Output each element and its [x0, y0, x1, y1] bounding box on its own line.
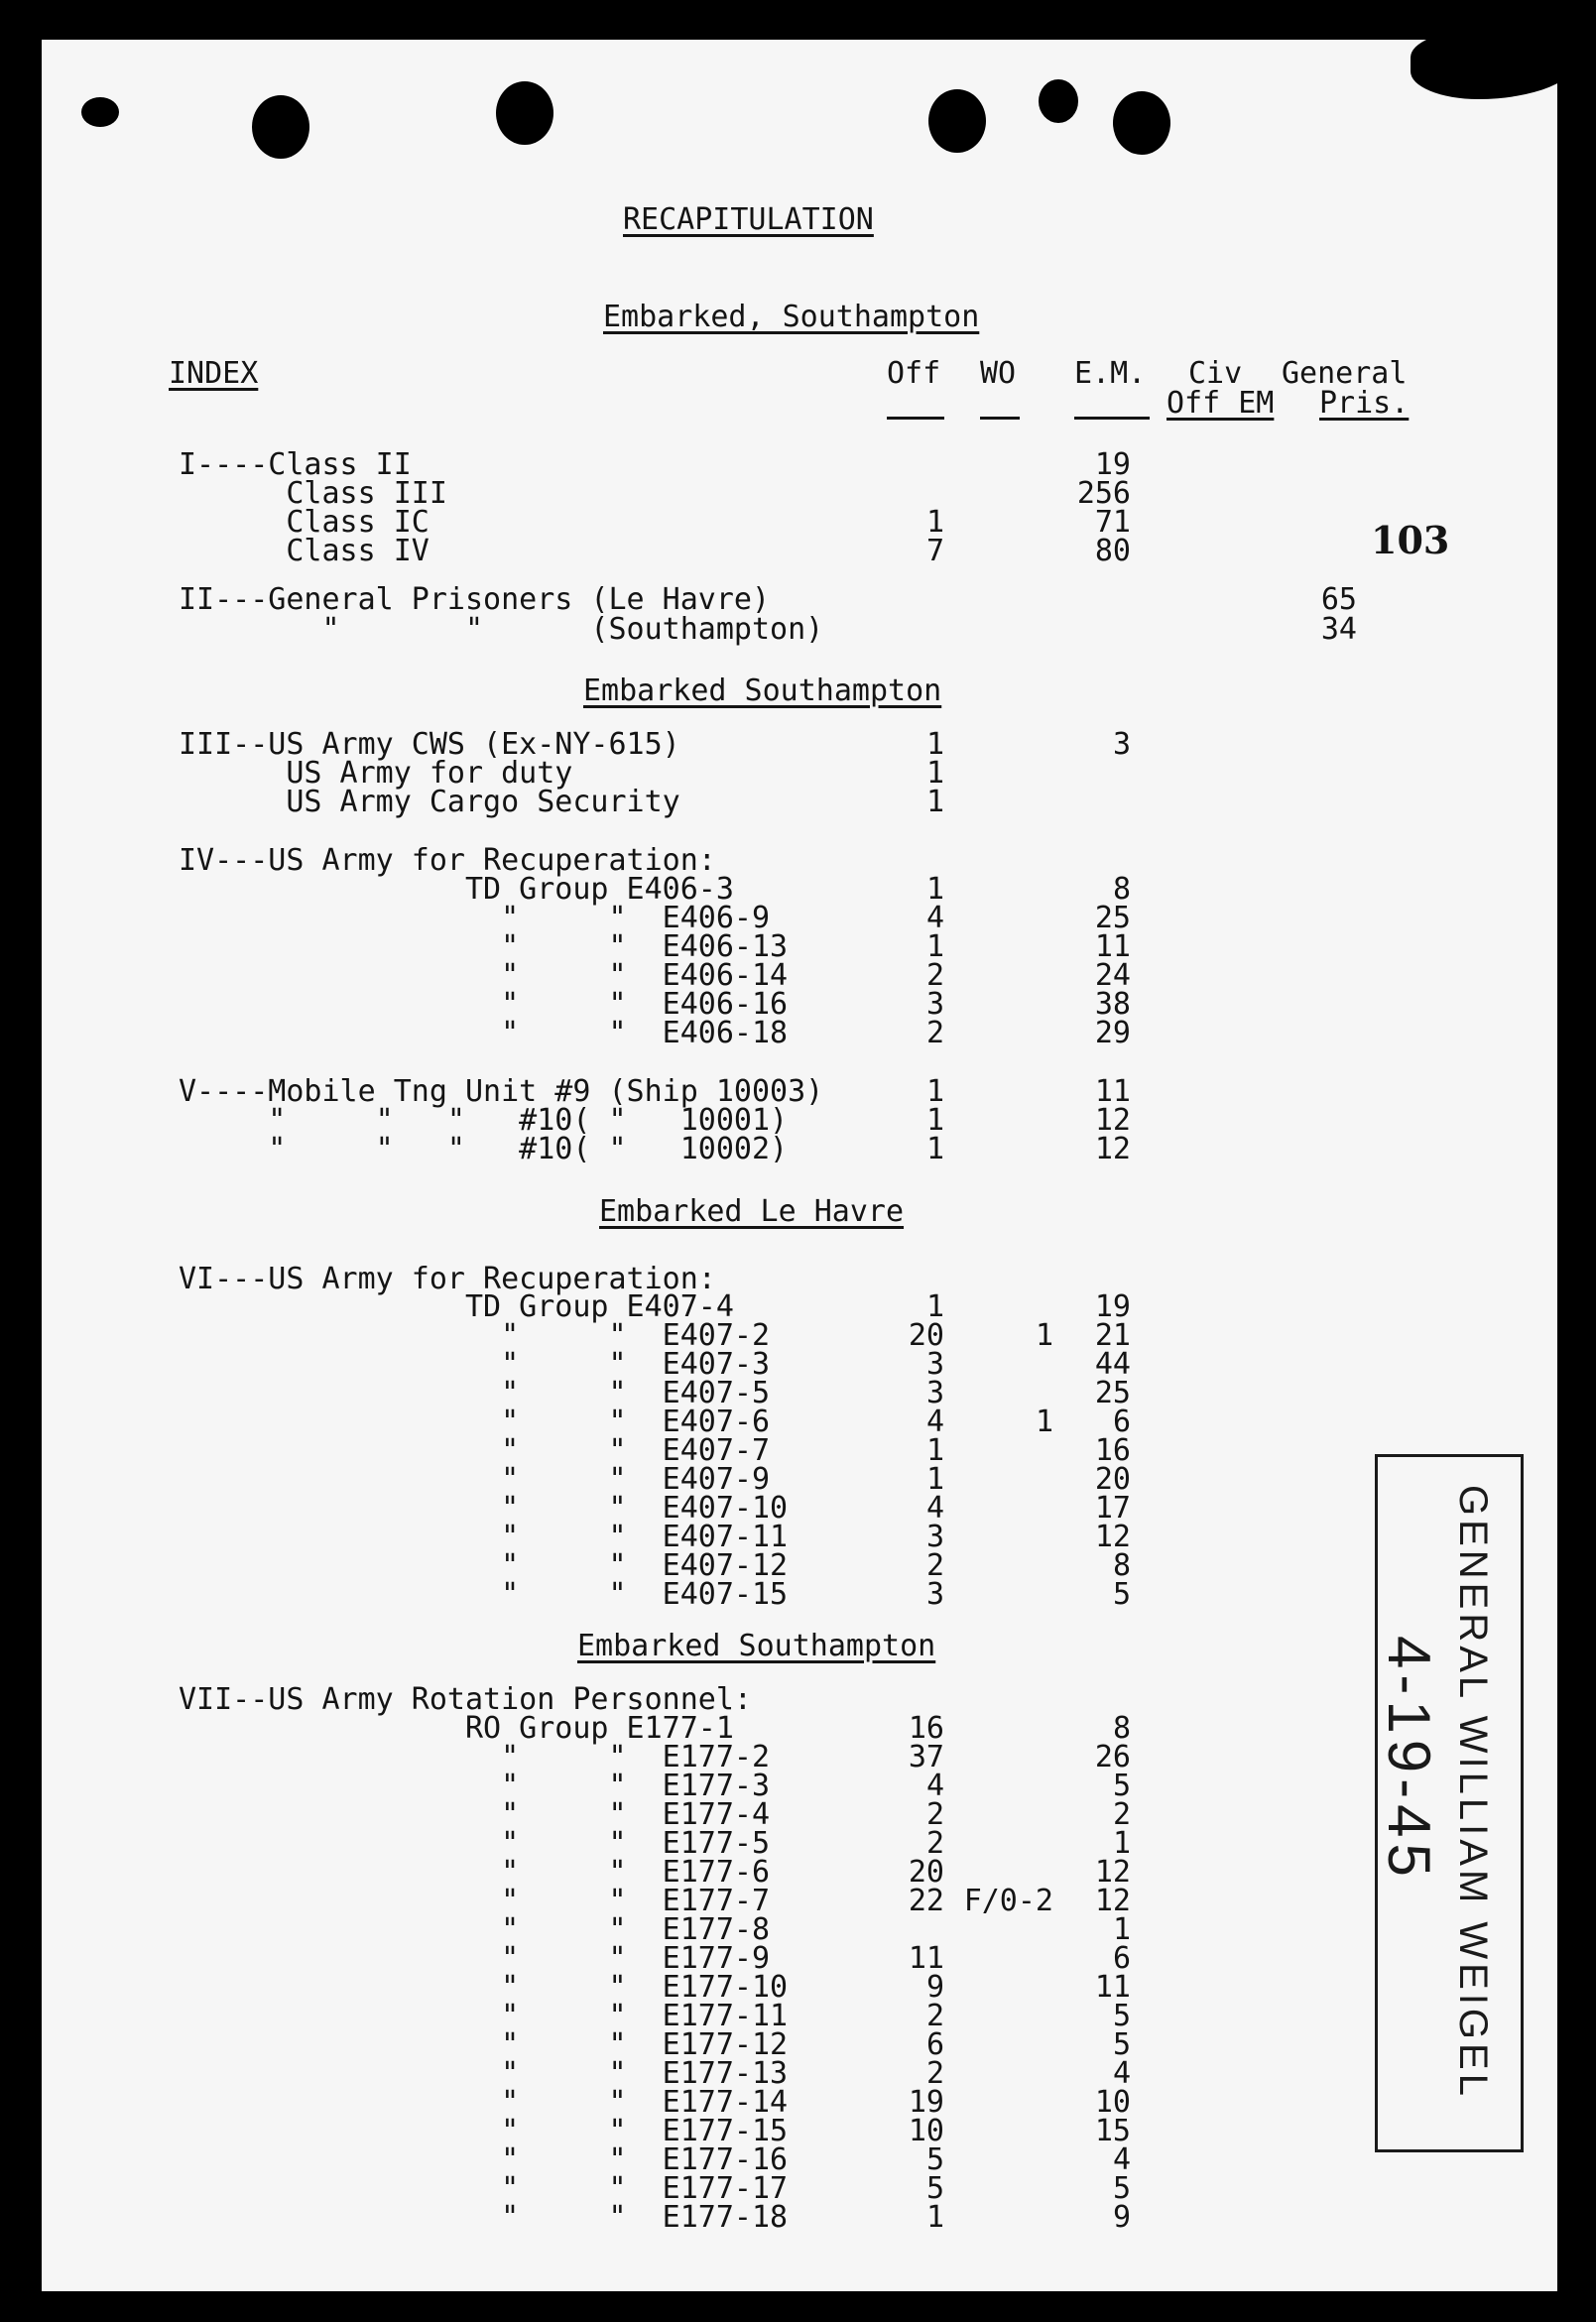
row-em-value: 15	[1094, 2114, 1131, 2148]
row-em-value: 4	[1112, 2142, 1131, 2177]
wo-header-rule	[980, 417, 1020, 420]
row-off-value: 16	[908, 1711, 944, 1746]
stamp-box	[1375, 1454, 1524, 2152]
civ-column-header: Civ	[1188, 356, 1243, 391]
row-label: " " E177-15	[179, 2114, 789, 2148]
row-em-value: 25	[1094, 1376, 1131, 1410]
index-header: INDEX	[169, 356, 259, 391]
row-em-value: 8	[1112, 872, 1131, 907]
row-off-value: 1	[925, 1103, 944, 1138]
row-em-value: 1	[1112, 1826, 1131, 1861]
row-off-value: 1	[925, 727, 944, 762]
row-em-value: 10	[1094, 2085, 1131, 2120]
row-off-value: 3	[925, 1376, 944, 1410]
row-em-value: 6	[1112, 1941, 1131, 1976]
off-column-header: Off	[887, 356, 941, 391]
row-em-value: 9	[1112, 2200, 1131, 2235]
row-off-value: 2	[925, 958, 944, 993]
row-off-value: 9	[925, 1970, 944, 2005]
row-label: " " E407-9	[179, 1462, 771, 1497]
row-em-value: 6	[1112, 1405, 1131, 1439]
row-off-value: 4	[925, 1769, 944, 1803]
row-em-value: 38	[1094, 987, 1131, 1022]
row-label: Class IV	[179, 534, 430, 568]
section-heading: Embarked Le Havre	[599, 1194, 905, 1229]
row-label: " " E177-14	[179, 2085, 789, 2120]
wo-column-header: WO	[980, 356, 1017, 391]
row-label: " " E406-14	[179, 958, 789, 993]
row-off-value: 3	[925, 987, 944, 1022]
row-off-value: 37	[908, 1740, 944, 1774]
row-label: US Army for duty	[179, 756, 573, 791]
row-em-value: 11	[1094, 929, 1131, 964]
row-em-value: 24	[1094, 958, 1131, 993]
row-em-value: 5	[1112, 1577, 1131, 1612]
row-off-value: 7	[925, 534, 944, 568]
row-label: " " E407-10	[179, 1491, 789, 1526]
row-off-value: 1	[925, 1074, 944, 1109]
row-off-value: 22	[908, 1884, 944, 1918]
row-off-value: 1	[925, 872, 944, 907]
row-label: " " E177-9	[179, 1941, 771, 1976]
row-em-value: 71	[1094, 505, 1131, 540]
row-em-value: 19	[1094, 1289, 1131, 1324]
row-label: " " E177-11	[179, 1999, 789, 2033]
general-column-header: General	[1282, 356, 1408, 391]
row-label: IV---US Army for Recuperation:	[179, 843, 716, 878]
row-label: " " E177-12	[179, 2027, 789, 2062]
row-off-value: 20	[908, 1855, 944, 1890]
row-off-value: 11	[908, 1941, 944, 1976]
section-heading: Embarked Southampton	[583, 673, 942, 708]
row-em-value: 4	[1112, 2056, 1131, 2091]
row-em-value: 11	[1094, 1970, 1131, 2005]
row-off-value: 10	[908, 2114, 944, 2148]
row-em-value: 8	[1112, 1548, 1131, 1583]
row-label: Class IC	[179, 505, 430, 540]
row-label: " " E407-6	[179, 1405, 771, 1439]
row-label: " " E407-3	[179, 1347, 771, 1382]
row-em-value: 8	[1112, 1711, 1131, 1746]
row-label: VII--US Army Rotation Personnel:	[179, 1682, 752, 1717]
row-label: " " E407-2	[179, 1318, 771, 1353]
row-label: " " E407-12	[179, 1548, 789, 1583]
row-off-value: 3	[925, 1347, 944, 1382]
page-number: 103	[1371, 518, 1450, 562]
row-em-value: 20	[1094, 1462, 1131, 1497]
row-label: " " (Southampton)	[179, 612, 824, 647]
section-heading: Embarked, Southampton	[603, 300, 980, 334]
row-label: Class III	[179, 476, 447, 511]
row-label: V----Mobile Tng Unit #9 (Ship 10003)	[179, 1074, 824, 1109]
row-off-value: 1	[925, 1462, 944, 1497]
row-off-value: 1	[925, 929, 944, 964]
row-off-value: 20	[908, 1318, 944, 1353]
row-off-value: 4	[925, 901, 944, 935]
row-em-value: 26	[1094, 1740, 1131, 1774]
row-off-value: 1	[925, 756, 944, 791]
row-label: II---General Prisoners (Le Havre)	[179, 582, 771, 617]
row-pris-value: 65	[1320, 582, 1357, 617]
stamp-date: 4-19-45	[1376, 1636, 1442, 1883]
row-off-value: 1	[925, 785, 944, 819]
civ-subheader: Off EM	[1166, 386, 1275, 421]
row-off-value: 2	[925, 2056, 944, 2091]
row-label: III--US Army CWS (Ex-NY-615)	[179, 727, 680, 762]
punch-hole	[1039, 79, 1078, 123]
row-wo-value: 1	[1035, 1405, 1053, 1439]
punch-hole	[252, 95, 309, 159]
row-label: " " E406-18	[179, 1016, 789, 1050]
row-label: " " E177-5	[179, 1826, 771, 1861]
row-em-value: 44	[1094, 1347, 1131, 1382]
row-off-value: 2	[925, 1826, 944, 1861]
row-label: " " E406-16	[179, 987, 789, 1022]
row-label: " " E177-18	[179, 2200, 789, 2235]
row-em-value: 5	[1112, 1999, 1131, 2033]
row-label: " " E177-13	[179, 2056, 789, 2091]
row-off-value: 1	[925, 1289, 944, 1324]
section-heading: Embarked Southampton	[577, 1629, 936, 1663]
em-header-rule	[1074, 417, 1150, 420]
row-label: RO Group E177-1	[179, 1711, 734, 1746]
em-column-header: E.M.	[1074, 356, 1147, 391]
document-title: RECAPITULATION	[623, 202, 874, 237]
row-label: " " E177-4	[179, 1797, 771, 1832]
row-em-value: 19	[1094, 447, 1131, 482]
row-em-value: 12	[1094, 1520, 1131, 1554]
row-off-value: 2	[925, 1999, 944, 2033]
row-em-value: 17	[1094, 1491, 1131, 1526]
row-label: TD Group E407-4	[179, 1289, 734, 1324]
row-off-value: 3	[925, 1577, 944, 1612]
row-em-value: 12	[1094, 1884, 1131, 1918]
row-off-value: 2	[925, 1548, 944, 1583]
row-label: " " E407-11	[179, 1520, 789, 1554]
row-off-value: 2	[925, 1797, 944, 1832]
row-label: VI---US Army for Recuperation:	[179, 1262, 716, 1296]
row-label: US Army Cargo Security	[179, 785, 680, 819]
row-label: I----Class II	[179, 447, 412, 482]
row-off-value: 3	[925, 1520, 944, 1554]
row-label: " " E177-17	[179, 2171, 789, 2206]
row-off-value: 5	[925, 2171, 944, 2206]
stamp-name: GENERAL WILLIAM WEIGEL	[1451, 1485, 1495, 2100]
row-label: TD Group E406-3	[179, 872, 734, 907]
row-em-value: 5	[1112, 1769, 1131, 1803]
off-header-rule	[887, 417, 944, 420]
row-off-value: 19	[908, 2085, 944, 2120]
row-em-value: 2	[1112, 1797, 1131, 1832]
torn-corner	[1411, 30, 1579, 99]
row-label: " " E177-16	[179, 2142, 789, 2177]
row-em-value: 1	[1112, 1912, 1131, 1947]
row-label: " " E177-10	[179, 1970, 789, 2005]
row-label: " " E177-8	[179, 1912, 771, 1947]
row-em-value: 5	[1112, 2171, 1131, 2206]
row-label: " " E177-2	[179, 1740, 771, 1774]
row-off-value: 2	[925, 1016, 944, 1050]
row-em-value: 12	[1094, 1103, 1131, 1138]
row-em-value: 29	[1094, 1016, 1131, 1050]
row-off-value: 1	[925, 505, 944, 540]
general-subheader: Pris.	[1319, 386, 1410, 421]
row-off-value: 6	[925, 2027, 944, 2062]
row-pris-value: 34	[1320, 612, 1357, 647]
row-em-value: 3	[1112, 727, 1131, 762]
row-em-value: 11	[1094, 1074, 1131, 1109]
row-label: " " E177-7	[179, 1884, 771, 1918]
row-off-value: 1	[925, 1132, 944, 1166]
row-off-value: 5	[925, 2142, 944, 2177]
row-off-value: 1	[925, 1433, 944, 1468]
row-off-value: 4	[925, 1491, 944, 1526]
row-wo-value: 1	[1035, 1318, 1053, 1353]
row-label: " " E177-3	[179, 1769, 771, 1803]
punch-hole	[928, 89, 986, 153]
punch-hole	[81, 97, 119, 127]
row-em-value: 256	[1076, 476, 1131, 511]
punch-hole	[1113, 91, 1170, 155]
row-em-value: 5	[1112, 2027, 1131, 2062]
row-label: " " E407-15	[179, 1577, 789, 1612]
row-label: " " " #10( " 10001)	[179, 1103, 789, 1138]
row-em-value: 16	[1094, 1433, 1131, 1468]
row-em-value: 12	[1094, 1855, 1131, 1890]
row-label: " " E406-9	[179, 901, 771, 935]
row-label: " " E406-13	[179, 929, 789, 964]
row-label: " " E177-6	[179, 1855, 771, 1890]
row-off-value: 1	[925, 2200, 944, 2235]
row-wo-value: F/0-2	[963, 1884, 1053, 1918]
row-off-value: 4	[925, 1405, 944, 1439]
row-em-value: 21	[1094, 1318, 1131, 1353]
punch-hole	[496, 81, 553, 145]
row-em-value: 25	[1094, 901, 1131, 935]
row-em-value: 12	[1094, 1132, 1131, 1166]
row-label: " " E407-7	[179, 1433, 771, 1468]
row-em-value: 80	[1094, 534, 1131, 568]
row-label: " " " #10( " 10002)	[179, 1132, 789, 1166]
row-label: " " E407-5	[179, 1376, 771, 1410]
